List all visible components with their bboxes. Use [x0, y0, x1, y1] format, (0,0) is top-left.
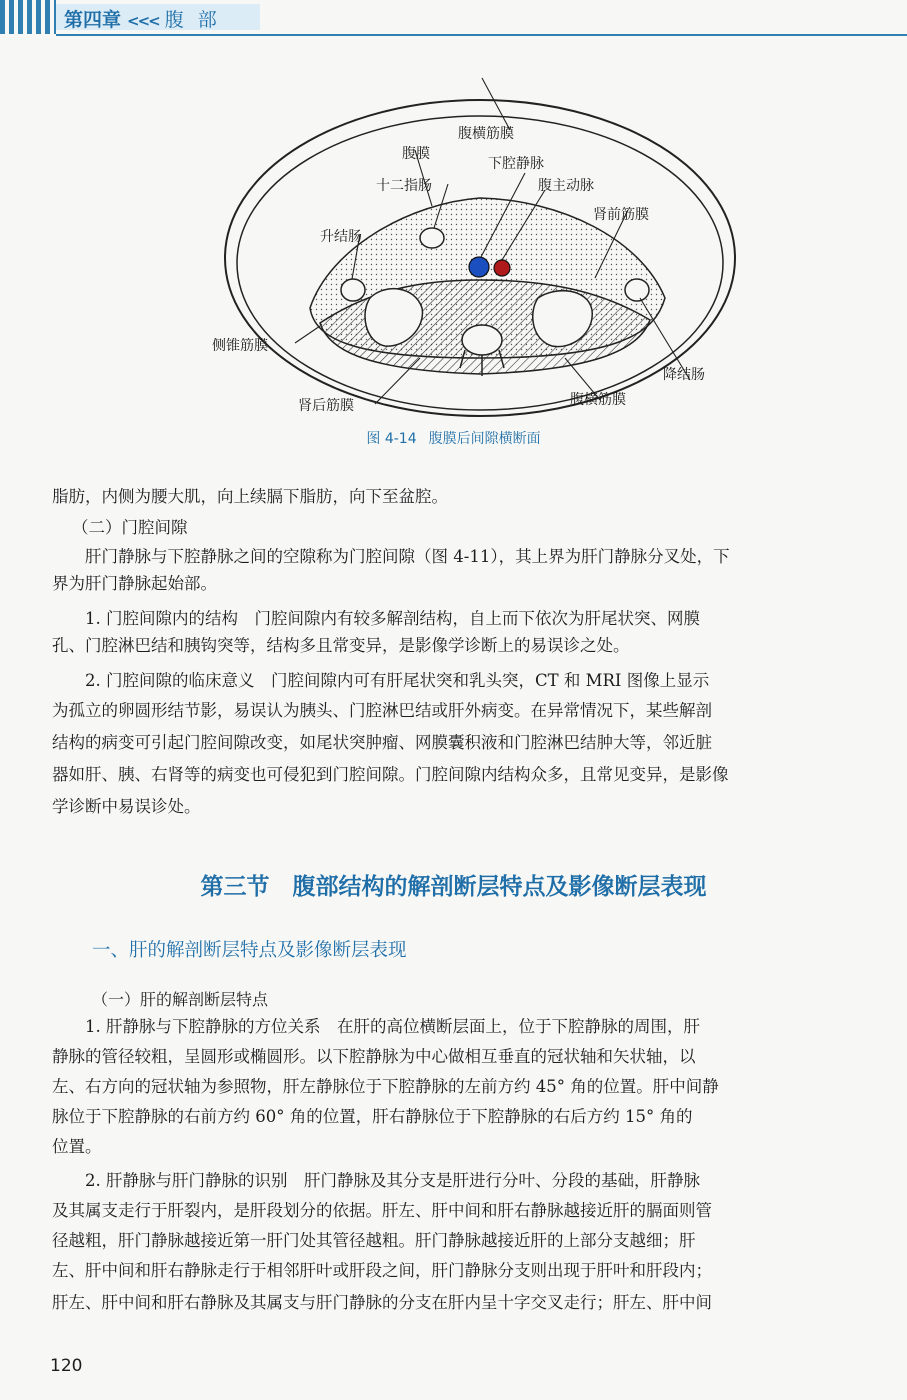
paragraph-line: 2. 门腔间隙的临床意义 门腔间隙内可有肝尾状突和乳头突，CT 和 MRI 图像上显示: [52, 671, 710, 690]
paragraph-line: 界为肝门静脉起始部。: [52, 574, 217, 593]
descending-colon: [625, 279, 649, 301]
paragraph-line: 肝左、肝中间和肝右静脉及其属支与肝门静脉的分支在肝内呈十字交叉走行；肝左、肝中间: [52, 1293, 712, 1312]
paragraph-line: 学诊断中易误诊处。: [52, 797, 201, 816]
chevrons-icon: <<<: [127, 12, 159, 30]
paragraph-line: 左、右方向的冠状轴为参照物，肝左静脉位于下腔静脉的左前方约 45° 角的位置。肝中间静: [52, 1077, 719, 1096]
heading-liver: 一、肝的解剖断层特点及影像断层表现: [92, 940, 407, 961]
paragraph-line: 器如肝、胰、右肾等的病变也可侵犯到门腔间隙。门腔间隙内结构众多，且常见变异，是影像: [52, 765, 729, 784]
section-title: 第三节 腹部结构的解剖断层特点及影像断层表现: [200, 873, 707, 900]
header-stripes: [0, 0, 56, 34]
chapter-title: 腹部: [164, 9, 231, 31]
figure-title: 腹膜后间隙横断面: [428, 431, 541, 447]
subheading-portocaval-space: （二）门腔间隙: [72, 518, 188, 537]
paragraph-line: 2. 肝静脉与肝门静脉的识别 肝门静脉及其分支是肝进行分叶、分段的基础，肝静脉: [52, 1171, 700, 1190]
label-lateroconal-fascia: 侧锥筋膜: [212, 338, 268, 354]
label-anterior-renal-fascia: 肾前筋膜: [593, 207, 649, 223]
paragraph-line: 位置。: [52, 1137, 102, 1156]
label-duodenum: 十二指肠: [376, 178, 432, 194]
paragraph-line: 脉位于下腔静脉的右前方约 60° 角的位置，肝右静脉位于下腔静脉的右后方约 15° 角的: [52, 1107, 693, 1126]
paragraph-line: 径越粗，肝门静脉越接近第一肝门处其管径越粗。肝门静脉越接近肝的上部分支越细；肝: [52, 1231, 696, 1250]
subheading-liver-anatomy: （一）肝的解剖断层特点: [92, 990, 269, 1009]
label-transversalis-fascia-bottom: 腹横筋膜: [570, 392, 626, 408]
paragraph-line: 结构的病变可引起门腔间隙改变，如尾状突肿瘤、网膜囊积液和门腔淋巴结肿大等，邻近脏: [52, 733, 712, 752]
figure-4-14: [200, 58, 760, 448]
duodenum: [420, 228, 444, 248]
label-aorta: 腹主动脉: [538, 178, 594, 194]
paragraph-line: 及其属支走行于肝裂内，是肝段划分的依据。肝左、肝中间和肝右静脉越接近肝的膈面则管: [52, 1201, 712, 1220]
abdominal-aorta: [494, 260, 510, 276]
label-ivc: 下腔静脉: [488, 156, 544, 172]
paragraph-line: 1. 门腔间隙内的结构 门腔间隙内有较多解剖结构，自上而下依次为肝尾状突、网膜: [52, 609, 700, 628]
paragraph-line: 脂肪，内侧为腰大肌，向上续膈下脂肪，向下至盆腔。: [52, 487, 448, 506]
label-posterior-renal-fascia: 肾后筋膜: [298, 398, 354, 414]
paragraph-line: 1. 肝静脉与下腔静脉的方位关系 在肝的高位横断层面上，位于下腔静脉的周围，肝: [52, 1017, 700, 1036]
chapter-label: 第四章: [64, 9, 122, 31]
paragraph-line: 为孤立的卵圆形结节影，易误认为胰头、门腔淋巴结或肝外病变。在异常情况下，某些解剖: [52, 701, 712, 720]
label-peritoneum: 腹膜: [402, 146, 430, 162]
label-ascending-colon: 升结肠: [320, 229, 362, 245]
paragraph-line: 左、肝中间和肝右静脉走行于相邻肝叶或肝段之间，肝门静脉分支则出现于肝叶和肝段内；: [52, 1261, 712, 1280]
header-rule: [56, 34, 907, 36]
retroperitoneal-cross-section-diagram: [200, 58, 760, 448]
paragraph-line: 肝门静脉与下腔静脉之间的空隙称为门腔间隙（图 4-11），其上界为肝门静脉分叉处，下: [52, 547, 730, 566]
figure-number: 图 4-14: [366, 431, 417, 447]
label-transversalis-fascia-top: 腹横筋膜: [458, 126, 514, 142]
figure-caption: [0, 428, 907, 448]
paragraph-line: 静脉的管径较粗，呈圆形或椭圆形。以下腔静脉为中心做相互垂直的冠状轴和矢状轴，以: [52, 1047, 696, 1066]
paragraph-line: 孔、门腔淋巴结和胰钩突等，结构多且常变异，是影像学诊断上的易误诊之处。: [52, 636, 630, 655]
label-descending-colon: 降结肠: [663, 367, 705, 383]
header-text: [64, 5, 231, 32]
chapter-header: [0, 0, 907, 34]
inferior-vena-cava: [469, 257, 489, 277]
page-number: 120: [50, 1356, 83, 1376]
vertebra: [462, 325, 502, 355]
ascending-colon: [341, 279, 365, 301]
